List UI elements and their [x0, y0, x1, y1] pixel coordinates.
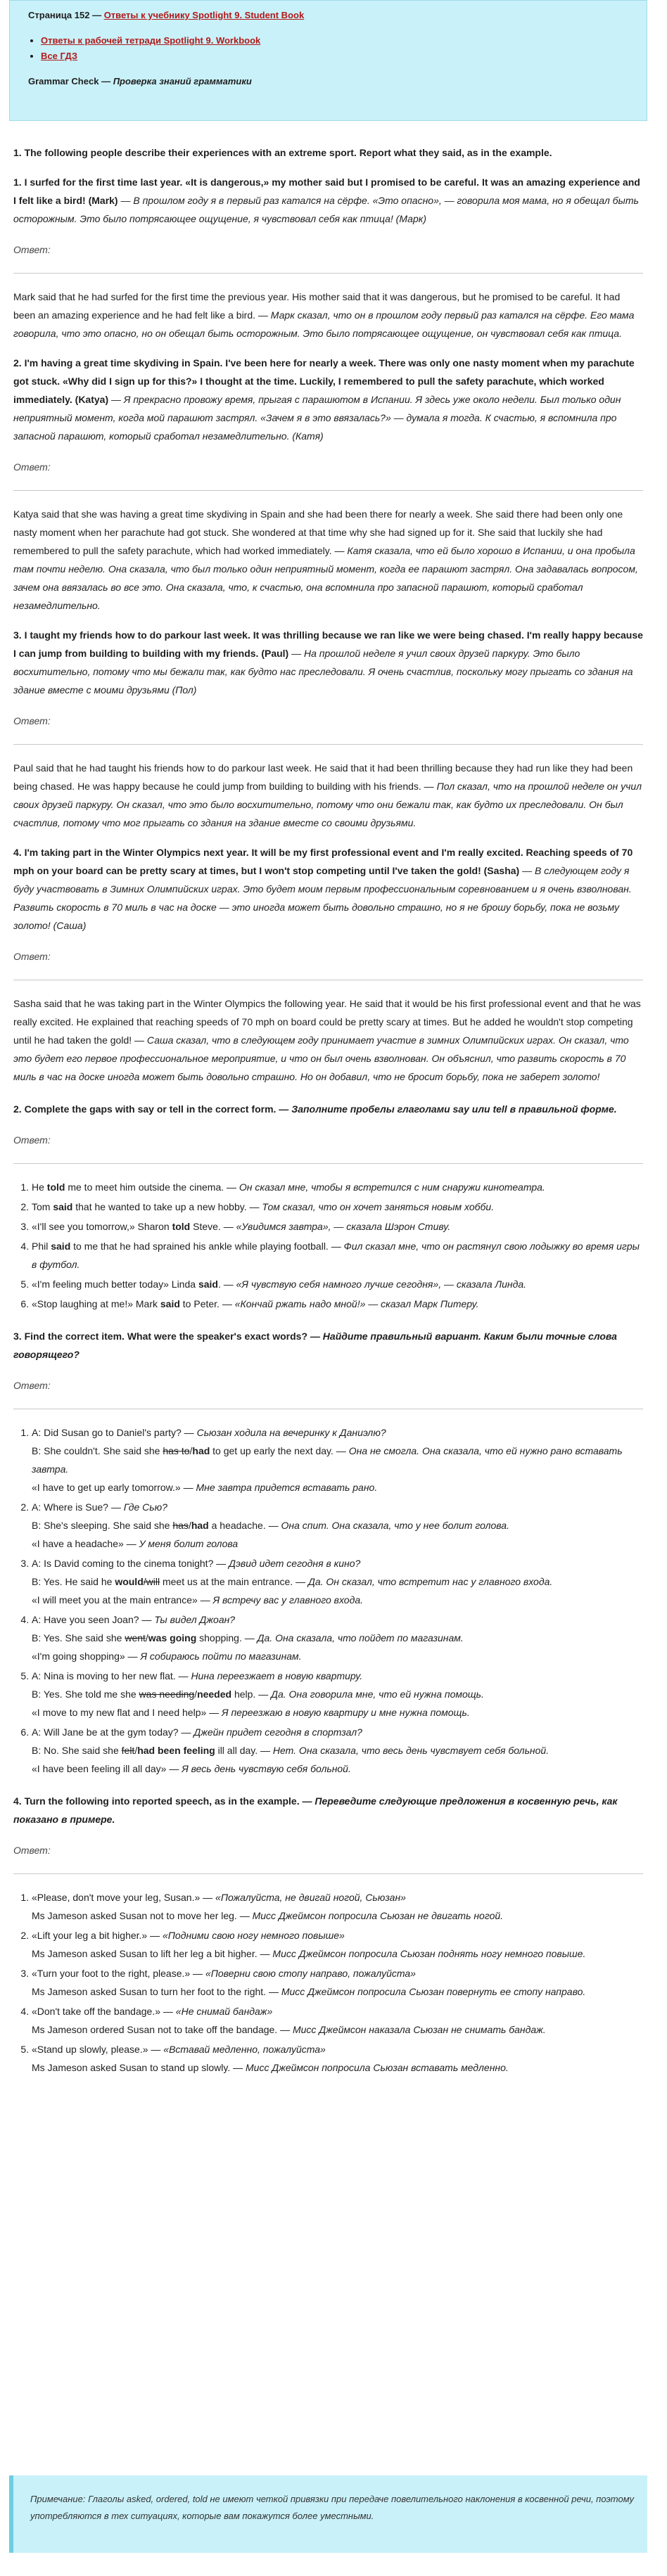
- task-3-title-en: 3. Find the correct item. What were the speaker's exact words?: [13, 1331, 308, 1342]
- exercise-en: 3. I taught my friends how to do parkour last week. It was thrilling because we ran like we were being chased. I'm really happy because I can jump from building to building with my friends. (Paul): [13, 629, 643, 659]
- translation: У меня болит голова: [139, 1538, 239, 1549]
- translation: Джейн придет сегодня в спортзал?: [193, 1726, 362, 1738]
- exercise-en: 1. I surfed for the first time last year. «It is dangerous,» my mother said but I promised to be careful. It was an amazing experience and I felt like a bird! (Mark): [13, 177, 640, 206]
- translation: Я весь день чувствую себя больной.: [182, 1763, 351, 1774]
- separator: /: [189, 1445, 193, 1456]
- answer-word: said: [53, 1201, 73, 1212]
- answer-ru: Катя сказала, что ей было хорошо в Испании, и она пробыла там почти неделю. Она сказала, что был только один неприятный момент, когда ее парашют застрял. Она задавалась вопросом, зачем она ввязалась во все это. Она сказала, что, к счастью, она вспомнила про запасной парашют, который сработал незамедлительно.: [13, 545, 638, 611]
- wrong-option: felt: [121, 1745, 135, 1756]
- answer-label: Ответ:: [13, 1134, 51, 1146]
- text: B: No. She said she: [32, 1745, 122, 1756]
- translation: Мисс Джеймсон попросила Сьюзан вставать медленно.: [246, 2062, 509, 2073]
- line-answer: [32, 2020, 643, 2039]
- divider: [13, 744, 643, 745]
- line-answer: [32, 2058, 643, 2077]
- exercise-text: [13, 354, 643, 445]
- text: to get up early the next day. —: [210, 1445, 349, 1456]
- list-item: [32, 1178, 643, 1196]
- line-answer: [32, 1944, 643, 1963]
- answer-word: said: [198, 1279, 218, 1290]
- exercise-text: [13, 843, 643, 935]
- answer-label: Ответ:: [13, 951, 51, 962]
- text: «I have been feeling ill all day» —: [32, 1763, 182, 1774]
- translation: «Подними свою ногу немного повыше»: [163, 1930, 345, 1941]
- translation: Мне завтра придется вставать рано.: [196, 1482, 378, 1493]
- text: «I'm feeling much better today» Linda: [32, 1279, 198, 1290]
- text: meet us at the main entrance. —: [160, 1576, 308, 1587]
- list-item: [32, 2002, 643, 2039]
- list-item: [32, 1610, 643, 1665]
- divider: [13, 273, 643, 274]
- exercise-ru: — В прошлом году я в первый раз катался на сёрфе. «Это опасно», — говорила моя мама, но я обещал быть осторожным. Это было потрясающее ощущение, я чувствовал себя как птица! (Марк): [13, 195, 639, 224]
- wrong-option: was needing: [139, 1689, 195, 1700]
- answer-text: [13, 505, 643, 615]
- line-b: [32, 1572, 643, 1591]
- line-quote: [32, 1888, 643, 1907]
- translation: «Я чувствую себя намного лучше сегодня», — сказала Линда.: [236, 1279, 527, 1290]
- answer-label: Ответ:: [13, 244, 51, 255]
- translation: Он сказал мне, чтобы я встретился с ним снаружи кинотеатра.: [239, 1181, 545, 1193]
- wrong-option: has: [172, 1520, 189, 1531]
- list-item: [32, 1237, 643, 1274]
- text: Ms Jameson asked Susan to stand up slowly. —: [32, 2062, 246, 2073]
- workbook-link[interactable]: Ответы к рабочей тетради Spotlight 9. Workbook: [41, 35, 261, 46]
- translation: «Кончай ржать надо мной!» — сказал Марк Питеру.: [234, 1298, 479, 1309]
- exercise-text: [13, 173, 643, 228]
- wrong-option: /will: [143, 1576, 160, 1587]
- wrong-option: went: [125, 1632, 146, 1643]
- text: «I'll see you tomorrow,» Sharon: [32, 1221, 172, 1232]
- task-2-title: [13, 1100, 643, 1118]
- divider: [13, 1873, 643, 1874]
- text: that he wanted to take up a new hobby. —: [72, 1201, 262, 1212]
- exercise-text: [13, 626, 643, 699]
- answer-label: Ответ:: [13, 1845, 51, 1856]
- all-gdz-link[interactable]: Все ГДЗ: [41, 51, 78, 61]
- text: «Stand up slowly, please.» —: [32, 2044, 164, 2055]
- task-4-title-en: 4. Turn the following into reported speech, as in the example.: [13, 1795, 300, 1807]
- text: B: Yes. He said he: [32, 1576, 115, 1587]
- answer-label: Ответ:: [13, 1380, 51, 1391]
- answer-word: said: [51, 1241, 71, 1252]
- line-quote: [32, 1534, 643, 1553]
- translation: Да. Она говорила мне, что ей нужна помощь.: [271, 1689, 484, 1700]
- line-b: [32, 1516, 643, 1534]
- text: Ms Jameson asked Susan to lift her leg a bit higher. —: [32, 1948, 273, 1959]
- task-1-title: 1. The following people describe their experiences with an extreme sport. Report what they said, as in the example.: [13, 147, 552, 158]
- main-content: [9, 121, 647, 2077]
- divider: [13, 1163, 643, 1164]
- answer-word: told: [46, 1181, 65, 1193]
- exercise-ru: — На прошлой неделе я учил своих друзей паркуру. Это было восхитительно, потому что мы бежали так, как будто нас преследовали. Я очень счастлив, поскольку могу прыгать со здания на здание вместе с моими друзьями (Пол): [13, 648, 633, 696]
- text: Ms Jameson ordered Susan not to take off the bandage. —: [32, 2024, 293, 2035]
- line-quote: [32, 1647, 643, 1665]
- translation: «Не снимай бандаж»: [175, 2006, 273, 2017]
- list-item: [41, 33, 635, 49]
- text: a headache. —: [208, 1520, 281, 1531]
- translation: Мисс Джеймсон попросила Сьюзан поднять ногу немного повыше.: [272, 1948, 586, 1959]
- list-item: [32, 1217, 643, 1236]
- translation: Она спит. Она сказала, что у нее болит голова.: [281, 1520, 509, 1531]
- list-item: [32, 1926, 643, 1963]
- answer-ru: Пол сказал, что на прошлой неделе он учил своих друзей паркуру. Он сказал, что это было восхитительно, потому что они бежали так, как будто их преследовали. Он был счастлив, потому что мог прыгать со здания на здание вместе со своими друзьями.: [13, 781, 642, 828]
- task-4-list: [13, 1888, 643, 2077]
- separator: /: [188, 1520, 191, 1531]
- note-box: [9, 2475, 647, 2553]
- text: B: She's sleeping. She said she: [32, 1520, 173, 1531]
- text: «Lift your leg a bit higher.» —: [32, 1930, 163, 1941]
- text: . —: [217, 1279, 236, 1290]
- translation: «Увидимся завтра», — сказала Шэрон Стиву.: [236, 1221, 451, 1232]
- list-item: [32, 1964, 643, 2001]
- task-3-title-ru: — Найдите правильный вариант. Каким были точные слова говорящего?: [13, 1331, 617, 1360]
- line-answer: [32, 1907, 643, 1925]
- separator: /: [145, 1632, 148, 1643]
- text: Steve. —: [190, 1221, 236, 1232]
- correct-option: needed: [197, 1689, 232, 1700]
- answer-text: [13, 994, 643, 1086]
- line-a: [32, 1554, 643, 1572]
- correct-option: would: [115, 1576, 144, 1587]
- list-item: [32, 1295, 643, 1313]
- student-book-link[interactable]: Ответы к учебнику Spotlight 9. Student Book: [103, 10, 305, 20]
- text: Phil: [32, 1241, 51, 1252]
- line-b: [32, 1741, 643, 1760]
- answer-en: Katya said that she was having a great time skydiving in Spain and she had been there for nearly a week. She said there had been only one nasty moment when her parachute had got stuck. She wondered at that time why she had signed up for it. She said that luckily she had remembered to pull the safety parachute, which had worked immediately. —: [13, 508, 623, 556]
- task-3-title: [13, 1327, 643, 1364]
- answer-en: Mark said that he had surfed for the first time the previous year. His mother said that it was dangerous, but he promised to be careful. It had been an amazing experience and he had felt like a bird. —: [13, 291, 621, 321]
- text: shopping. —: [196, 1632, 258, 1643]
- task-4-title-ru: — Переведите следующие предложения в косвенную речь, как показано в примере.: [13, 1795, 618, 1825]
- list-item: [32, 1275, 643, 1293]
- task-3-list: [13, 1423, 643, 1778]
- text: «I have a headache» —: [32, 1538, 139, 1549]
- answer-text: [13, 759, 643, 832]
- text: «I will meet you at the main entrance» —: [32, 1594, 213, 1606]
- translation: Мисс Джеймсон попросила Сьюзан повернуть ее стопу направо.: [281, 1986, 586, 1997]
- translation: «Вставай медленно, пожалуйста»: [163, 2044, 326, 2055]
- text: B: Yes. She told me she: [32, 1689, 139, 1700]
- translation: Да. Она сказала, что пойдет по магазинам.: [257, 1632, 464, 1643]
- line-b: [32, 1442, 643, 1478]
- task-2-title-ru: — Заполните пробелы глаголами say или tell в правильной форме.: [276, 1103, 617, 1115]
- correct-option: had been feeling: [137, 1745, 215, 1756]
- answer-label: Ответ:: [13, 715, 51, 726]
- translation: Дэвид идет сегодня в кино?: [229, 1558, 361, 1569]
- text: A: Will Jane be at the gym today? —: [32, 1726, 194, 1738]
- correct-option: had: [192, 1445, 210, 1456]
- task-2-title-en: 2. Complete the gaps with say or tell in the correct form.: [13, 1103, 277, 1115]
- note-text: Примечание: Глаголы asked, ordered, told не имеют четкой привязки при передаче повелительного наклонения в косвенной речи, поэтому употребляются в тех ситуациях, которые вам покажутся более уместными.: [30, 2494, 634, 2521]
- translation: Сьюзан ходила на вечеринку к Даниэлю?: [196, 1427, 386, 1438]
- list-item: [32, 1423, 643, 1497]
- header-box: [9, 0, 647, 121]
- text: B: She couldn't. She said she: [32, 1445, 163, 1456]
- correct-option: had: [191, 1520, 209, 1531]
- text: «I move to my new flat and I need help» —: [32, 1707, 222, 1718]
- translation: «Пожалуйста, не двигай ногой, Сьюзан»: [215, 1892, 406, 1903]
- task-1-item-4: [13, 843, 643, 1086]
- list-item: [32, 1723, 643, 1778]
- page-line: [28, 8, 635, 23]
- text: to Peter. —: [179, 1298, 235, 1309]
- task-2-list: [13, 1178, 643, 1313]
- text: Ms Jameson asked Susan to turn her foot to the right. —: [32, 1986, 281, 1997]
- translation: Она не смогла. Она сказала, что ей нужно рано вставать завтра.: [32, 1445, 623, 1475]
- translation: Мисс Джеймсон попросила Сьюзан не двигать ногой.: [252, 1910, 504, 1921]
- exercise-en: 4. I'm taking part in the Winter Olympics next year. It will be my first professional event and I'm really excited. Reaching speeds of 70 mph on your board can be pretty scary at times, but I won't stop competing until I've taken the gold! (Sasha): [13, 847, 633, 876]
- translation: Мисс Джеймсон наказала Сьюзан не снимать бандаж.: [292, 2024, 546, 2035]
- line-answer: [32, 1982, 643, 2001]
- list-item: [32, 1667, 643, 1722]
- translation: «Поверни свою стопу направо, пожалуйста»: [205, 1968, 416, 1979]
- text: «Don't take off the bandage.» —: [32, 2006, 176, 2017]
- list-item: [41, 49, 635, 64]
- line-a: [32, 1498, 643, 1516]
- line-a: [32, 1423, 643, 1442]
- text: ill all day. —: [215, 1745, 273, 1756]
- translation: Нет. Она сказала, что весь день чувствует себя больной.: [272, 1745, 550, 1756]
- text: to me that he had sprained his ankle while playing football. —: [70, 1241, 344, 1252]
- list-item: [32, 1888, 643, 1925]
- separator: /: [194, 1689, 198, 1700]
- line-quote: [32, 1964, 643, 1982]
- line-quote: [32, 2040, 643, 2058]
- line-a: [32, 1610, 643, 1629]
- dash: —: [89, 10, 104, 20]
- line-quote: [32, 1478, 643, 1497]
- task-1-item-2: [13, 354, 643, 615]
- line-quote: [32, 1703, 643, 1722]
- links-list: [28, 33, 635, 64]
- list-item: [32, 2040, 643, 2077]
- list-item: [32, 1554, 643, 1609]
- text: «I have to get up early tomorrow.» —: [32, 1482, 196, 1493]
- answer-en: Sasha said that he was taking part in the Winter Olympics the following year. He said that it would be his first professional event and that he was really excited. He explained that reaching speeds of 70 mph on board could be pretty scary at times. But he added he wouldn't stop competing until he had taken the gold! —: [13, 998, 641, 1046]
- answer-en: Paul said that he had taught his friends how to do parkour last week. He said that it had been thrilling because they had run like they had been being chased. He was happy because he could jump from building to building with his friends. —: [13, 762, 633, 792]
- line-quote: [32, 1926, 643, 1944]
- translation: Я собираюсь пойти по магазинам.: [140, 1651, 302, 1662]
- text: A: Have you seen Joan? —: [32, 1614, 155, 1625]
- text: «I'm going shopping» —: [32, 1651, 141, 1662]
- text: «Turn your foot to the right, please.» —: [32, 1968, 205, 1979]
- answer-word: told: [172, 1221, 191, 1232]
- text: He: [32, 1181, 47, 1193]
- answer-ru: Саша сказал, что в следующем году принимает участие в зимних Олимпийских играх. Он сказал, что это будет его первое профессиональное мероприятие, и что он был очень взволнован. Он объяснил, что развить скорость в 70 миль в час на доске иногда может быть довольно страшно. Но он добавил, что не бросит борьбу, пока не заберет золото!: [13, 1034, 629, 1082]
- text: Ms Jameson asked Susan not to move her leg. —: [32, 1910, 253, 1921]
- answer-text: [13, 288, 643, 342]
- text: B: Yes. She said she: [32, 1632, 125, 1643]
- line-b: [32, 1629, 643, 1647]
- translation: Том сказал, что он хочет заняться новым хобби.: [262, 1201, 495, 1212]
- text: Tom: [32, 1201, 53, 1212]
- text: A: Nina is moving to her new flat. —: [32, 1670, 191, 1681]
- separator: /: [134, 1745, 138, 1756]
- list-item: [32, 1498, 643, 1553]
- translation: Ты видел Джоан?: [154, 1614, 236, 1625]
- translation: Я переезжаю в новую квартиру и мне нужна помощь.: [222, 1707, 470, 1718]
- translation: Я встречу вас у главного входа.: [212, 1594, 364, 1606]
- dash: —: [99, 76, 113, 86]
- correct-option: was going: [148, 1632, 197, 1643]
- task-4-title: [13, 1792, 643, 1828]
- translation: Да. Он сказал, что встретит нас у главного входа.: [307, 1576, 553, 1587]
- translation: Где Сью?: [123, 1501, 167, 1513]
- line-quote: [32, 1591, 643, 1609]
- divider: [13, 490, 643, 491]
- page-label: Страница 152: [28, 10, 90, 20]
- answer-ru: Марк сказал, что он в прошлом году первый раз катался на сёрфе. Его мама говорила, что это опасно, но он обещал быть осторожным. Это было потрясающее ощущение, он чувствовал себя как птица.: [13, 309, 635, 339]
- answer-label: Ответ:: [13, 461, 51, 473]
- exercise-en: 2. I'm having a great time skydiving in Spain. I've been here for nearly a week. There was only one nasty moment when my parachute got stuck. «Why did I sign up for this?» I thought at the time. Luckily, I remembered to pull the safety parachute, which worked immediately. (Katya): [13, 357, 635, 405]
- wrong-option: has to: [163, 1445, 190, 1456]
- translation: Нина переезжает в новую квартиру.: [191, 1670, 363, 1681]
- answer-word: said: [160, 1298, 180, 1309]
- grammar-check-line: [28, 74, 635, 89]
- line-quote: [32, 2002, 643, 2020]
- text: A: Where is Sue? —: [32, 1501, 124, 1513]
- task-1-item-3: [13, 626, 643, 832]
- grammar-check-subtitle: Проверка знаний грамматики: [113, 76, 252, 86]
- translation: Фил сказал мне, что он растянул свою лодыжку во время игры в футбол.: [32, 1241, 640, 1270]
- line-a: [32, 1667, 643, 1685]
- text: help. —: [231, 1689, 272, 1700]
- exercise-ru: — Я прекрасно провожу время, прыгая с парашютом в Испании. Я здесь уже около недели. Был только один неприятный момент, когда мой парашют застрял. «Зачем я в это ввязалась?» — думала я тогда. К счастью, я вспомнила про запасной парашют, который сработал незамедлительно. (Катя): [13, 394, 621, 442]
- line-b: [32, 1685, 643, 1703]
- text: A: Did Susan go to Daniel's party? —: [32, 1427, 197, 1438]
- exercise-ru: — В следующем году я буду участвовать в Зимних Олимпийских играх. Это будет моим первым профессиональным соревнованием и я очень взволнован. Развить скорость в 70 миль в час на доске — это иногда может быть довольно страшно, но я не брошу борьбу, пока не возьму золото! (Саша): [13, 865, 632, 931]
- text: «Stop laughing at me!» Mark: [32, 1298, 160, 1309]
- grammar-check-title: Grammar Check: [28, 76, 99, 86]
- list-item: [32, 1198, 643, 1216]
- text: «Please, don't move your leg, Susan.» —: [32, 1892, 216, 1903]
- text: me to meet him outside the cinema. —: [65, 1181, 239, 1193]
- line-a: [32, 1723, 643, 1741]
- line-quote: [32, 1760, 643, 1778]
- task-1-item-1: [13, 173, 643, 342]
- text: A: Is David coming to the cinema tonight? —: [32, 1558, 229, 1569]
